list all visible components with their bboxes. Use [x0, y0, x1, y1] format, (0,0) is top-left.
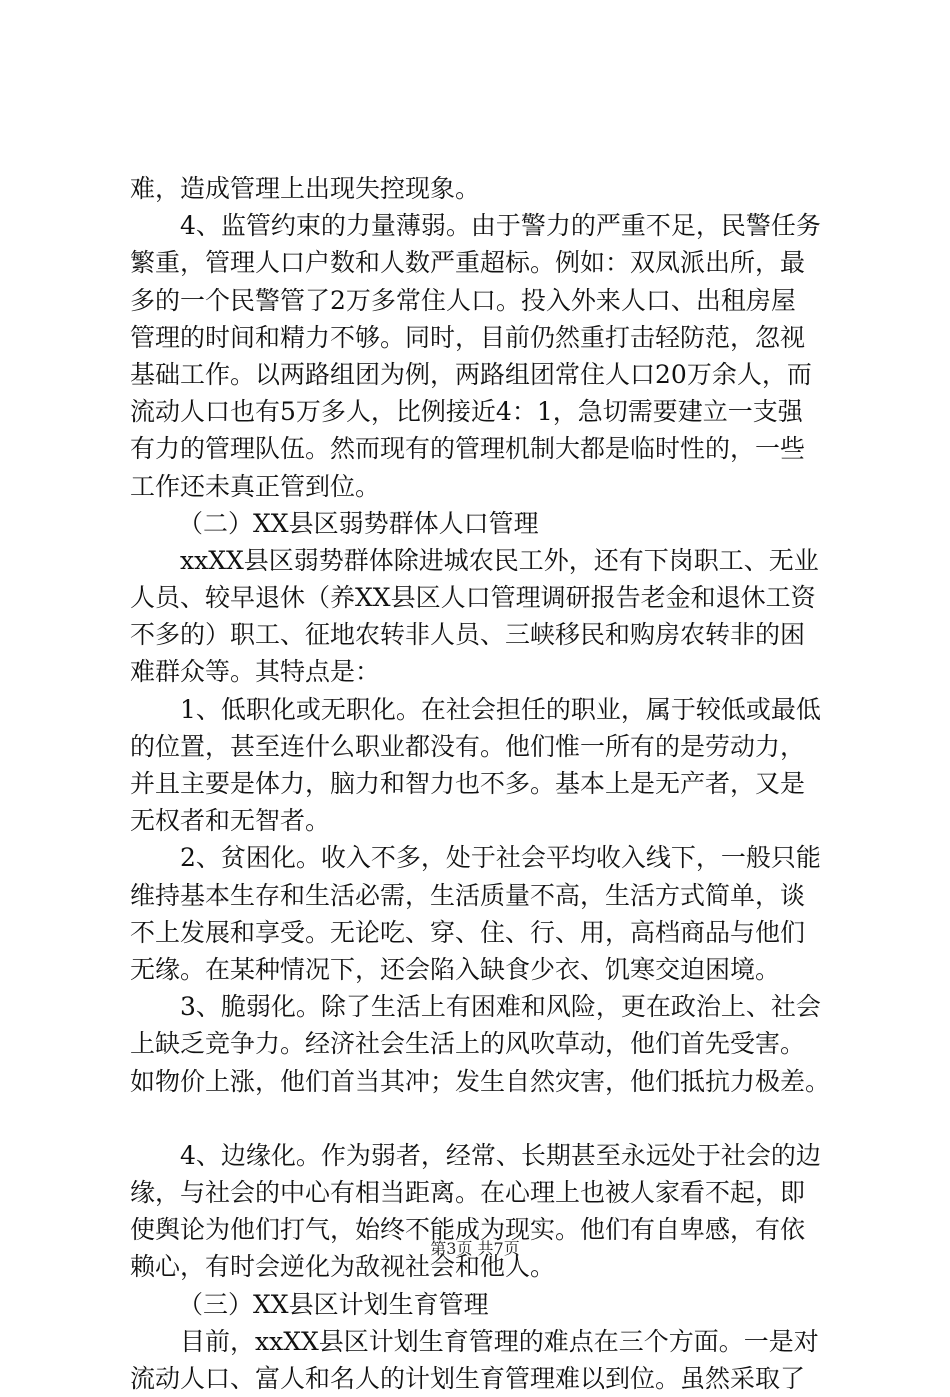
section-heading: （二）XX县区弱势群体人口管理	[178, 508, 539, 538]
paragraph-line: 并且主要是体力，脑力和智力也不多。基本上是无产者，又是	[130, 769, 806, 798]
paragraph-line: 基础工作。以两路组团为例，两路组团常住人口20万余人，而	[130, 359, 812, 389]
paragraph-line: 的位置，甚至连什么职业都没有。他们惟一所有的是劳动力，	[130, 731, 806, 761]
paragraph-line: 2、贫困化。收入不多，处于社会平均收入线下，一般只能	[180, 843, 821, 873]
paragraph-line: 目前，xxXX县区计划生育管理的难点在三个方面。一是对	[180, 1326, 819, 1356]
paragraph-line: 流动人口也有5万多人，比例接近4：1，急切需要建立一支强	[130, 397, 803, 427]
document-body	[130, 170, 835, 1397]
paragraph-line: xxXX县区弱势群体除进城农民工外，还有下岗职工、无业	[180, 545, 819, 575]
paragraph-line: 不多的）职工、征地农转非人员、三峡移民和购房农转非的困	[130, 620, 806, 650]
paragraph-line: 难，造成管理上出现失控现象。	[130, 174, 481, 203]
paragraph-line: 维持基本生存和生活必需，生活质量不高，生活方式简单，谈	[130, 880, 806, 910]
paragraph-line: 赖心，有时会逆化为敌视社会和他人。	[130, 1252, 556, 1282]
paragraph-line: 流动人口、富人和名人的计划生育管理难以到位。虽然采取了	[130, 1364, 806, 1393]
paragraph-line: 4、监管约束的力量薄弱。由于警力的严重不足，民警任务	[180, 211, 821, 241]
paragraph-line: 1、低职化或无职化。在社会担任的职业，属于较低或最低	[180, 694, 821, 724]
paragraph-line: 难群众等。其特点是：	[130, 657, 381, 687]
paragraph-line: 缘，与社会的中心有相当距离。在心理上也被人家看不起，即	[130, 1178, 806, 1208]
paragraph-line: 不上发展和享受。无论吃、穿、住、行、用，高档商品与他们	[130, 917, 806, 947]
paragraph-line: 3、脆弱化。除了生活上有困难和风险，更在政治上、社会	[180, 992, 821, 1022]
paragraph-line: 使舆论为他们打气，始终不能成为现实。他们有自卑感，有依	[130, 1215, 806, 1245]
paragraph-line: 如物价上涨，他们首当其冲；发生自然灾害，他们抵抗力极差。	[130, 1066, 831, 1096]
paragraph-line: 管理的时间和精力不够。同时，目前仍然重打击轻防范，忽视	[130, 322, 806, 352]
paragraph-line: 人员、较早退休（养XX县区人口管理调研报告老金和退休工资	[130, 583, 816, 613]
paragraph-line: 繁重，管理人口户数和人数严重超标。例如：双凤派出所，最	[130, 248, 806, 278]
paragraph-gap	[130, 1100, 835, 1137]
paragraph-line: 4、边缘化。作为弱者，经常、长期甚至永远处于社会的边	[180, 1140, 821, 1170]
paragraph-line: 多的一个民警管了2万多常住人口。投入外来人口、出租房屋	[130, 285, 796, 315]
paragraph-line: 工作还未真正管到位。	[130, 471, 381, 501]
paragraph-line: 上缺乏竞争力。经济社会生活上的风吹草动，他们首先受害。	[130, 1029, 806, 1059]
paragraph-line: 无权者和无智者。	[130, 806, 331, 836]
paragraph-line: 有力的管理队伍。然而现有的管理机制大都是临时性的，一些	[130, 434, 806, 464]
page-footer: 第3页 共7页	[430, 1239, 520, 1258]
paragraph-line: 无缘。在某种情况下，还会陷入缺食少衣、饥寒交迫困境。	[130, 954, 781, 984]
section-heading: （三）XX县区计划生育管理	[178, 1289, 489, 1319]
